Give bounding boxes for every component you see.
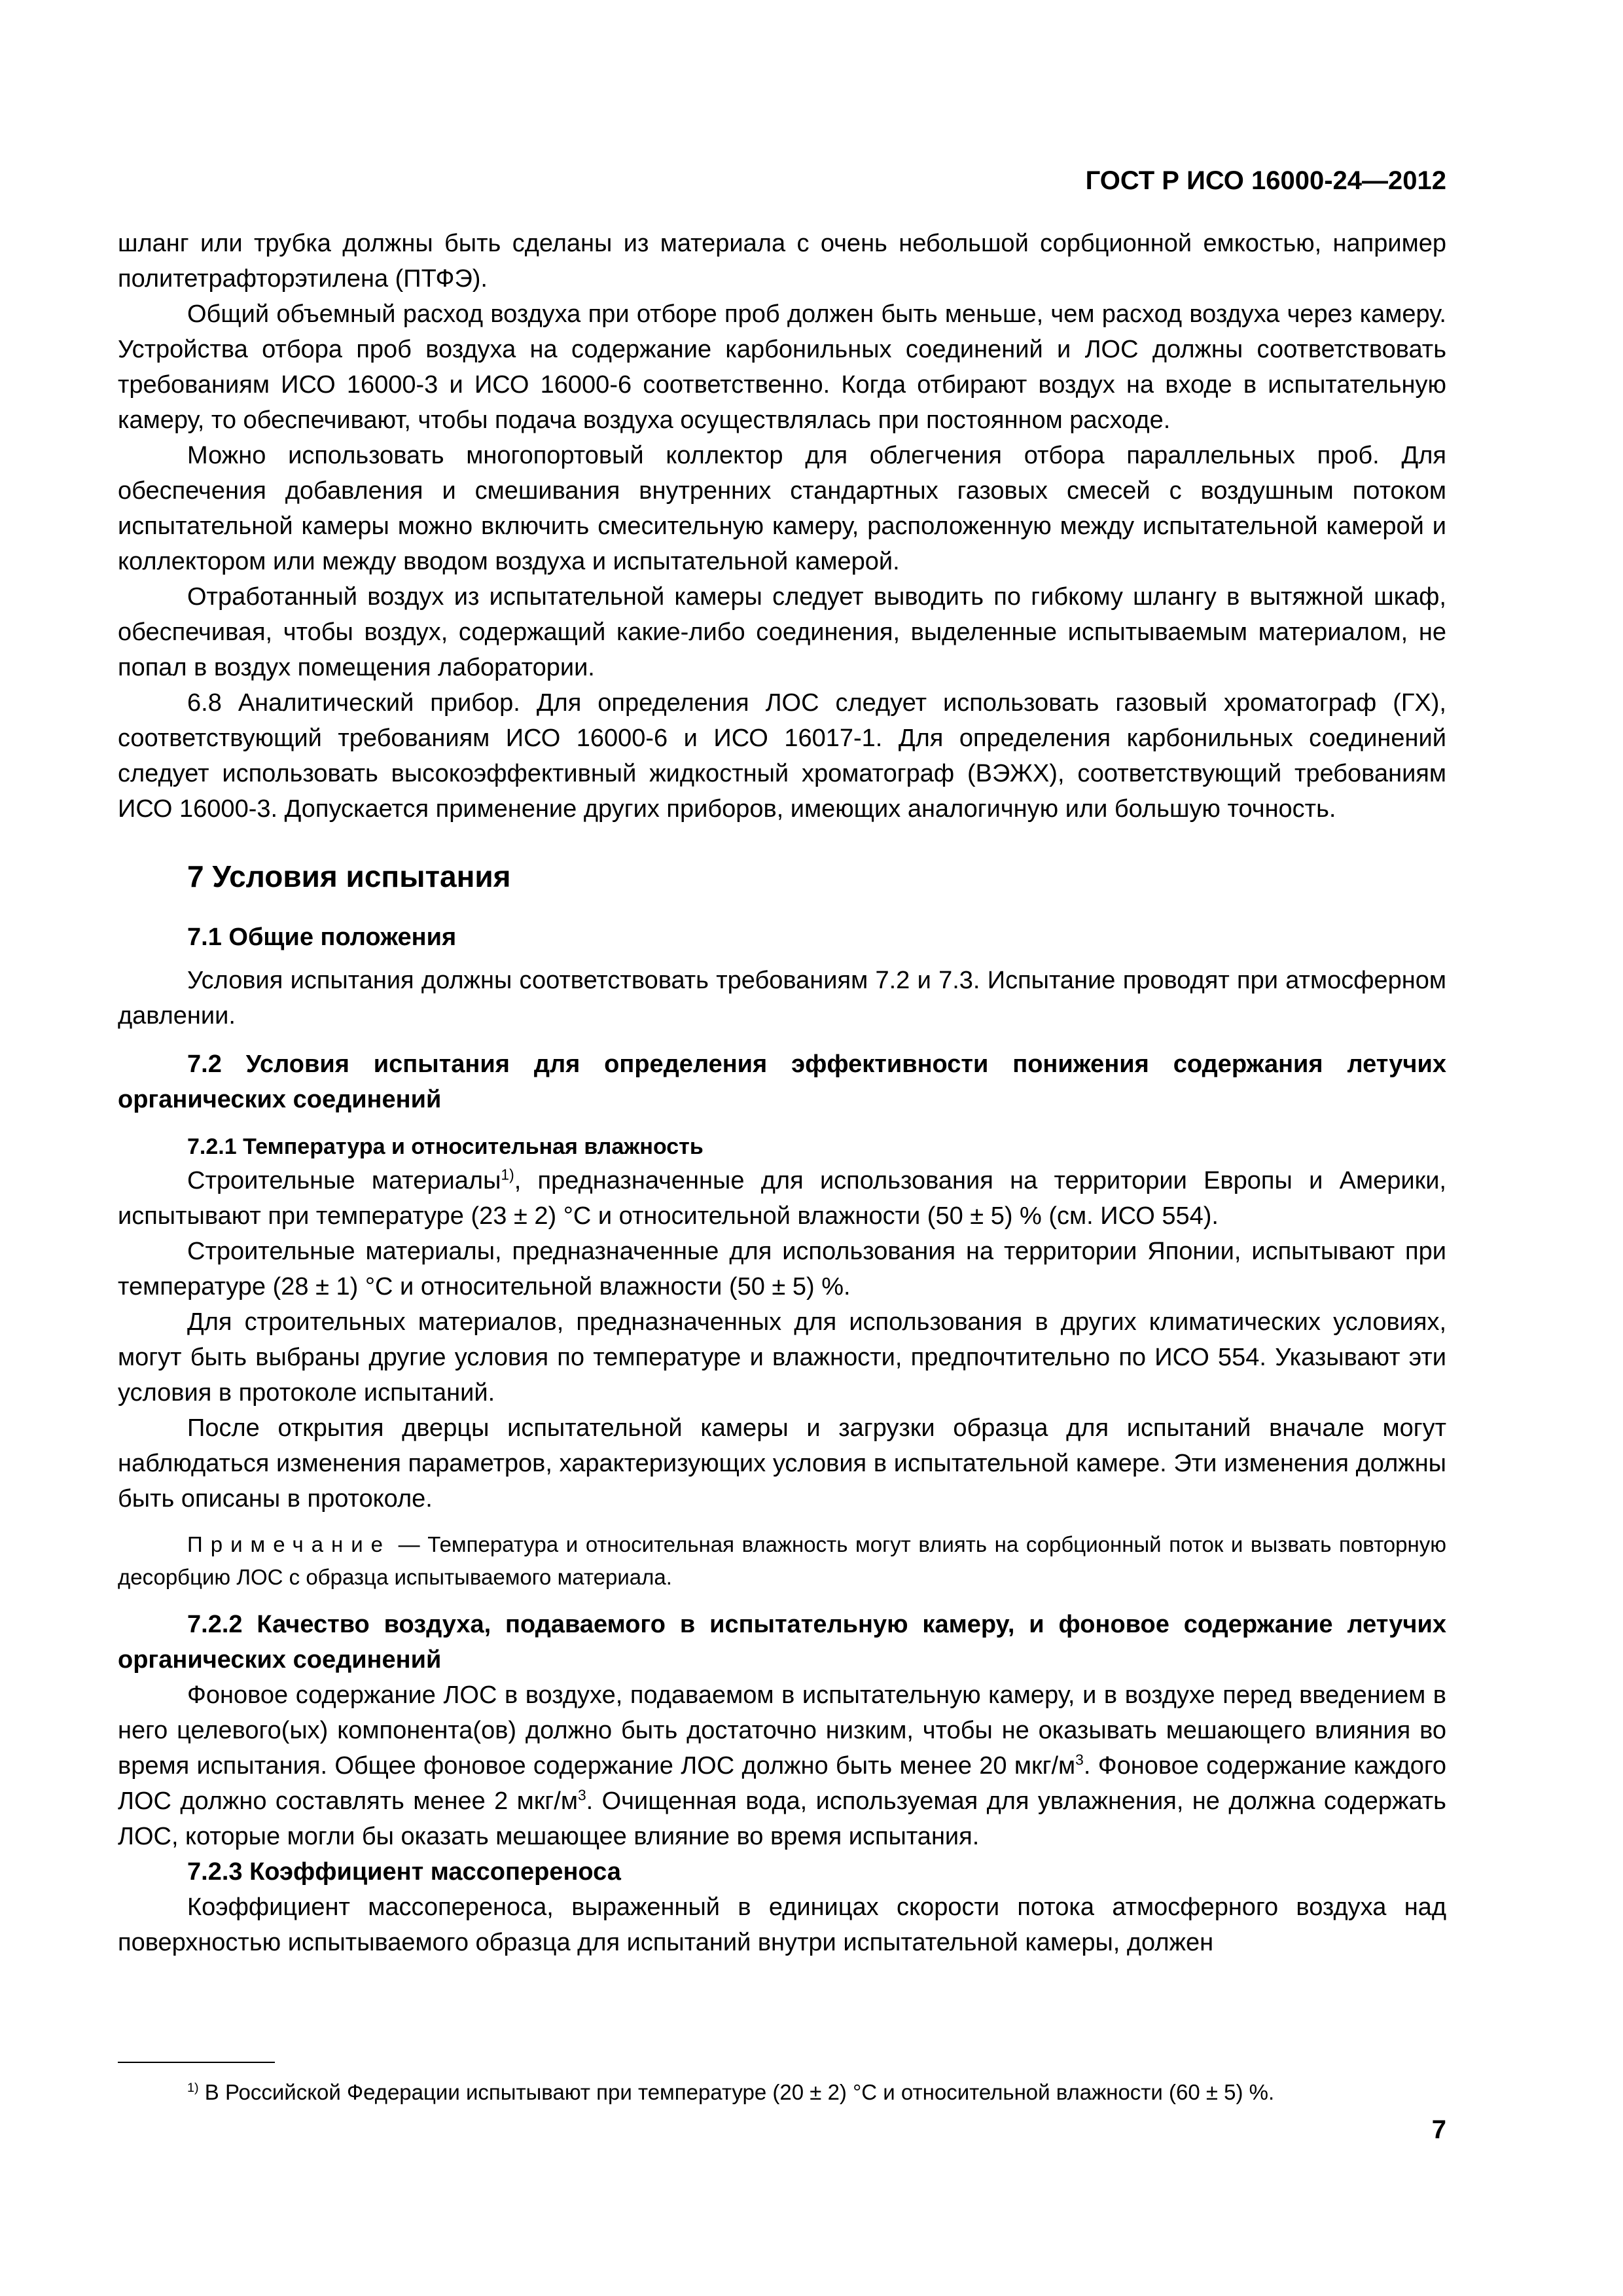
- footnote: [118, 2076, 1446, 2109]
- section-7-heading: 7 Условия испытания: [187, 859, 511, 893]
- page-number: 7: [1431, 2115, 1446, 2144]
- text-run: . Очищенная вода, используемая для увлажнения, не должна содержать ЛОС, которые могли бы оказать мешающее влияние во время испытания.: [118, 1787, 1446, 1850]
- paragraph: Строительные материалы, предназначенные для использования на территории Японии, испытывают при температуре (28 ± 1) °С и относительной влажности (50 ± 5) %.: [118, 1238, 1446, 1300]
- paragraph: Отработанный воздух из испытательной камеры следует выводить по гибкому шлангу в вытяжной шкаф, обеспечивая, чтобы воздух, содержащий какие-либо соединения, выделенные испытываемым материалом, не попал в воздух помещения лаборатории.: [118, 583, 1446, 681]
- superscript: 3: [577, 1786, 586, 1804]
- note-label: Примечание: [187, 1532, 391, 1556]
- footnote-marker: 1): [187, 2081, 199, 2095]
- section-7-2-3-heading: 7.2.3 Коэффициент массопереноса: [187, 1858, 621, 1886]
- paragraph: Коэффициент массопереноса, выраженный в единицах скорости потока атмосферного воздуха над поверхностью испытываемого образца для испытаний внутри испытательной камеры, должен: [118, 1893, 1446, 1956]
- paragraph: После открытия дверцы испытательной камеры и загрузки образца для испытаний вначале могут наблюдаться изменения параметров, характеризующих условия в испытательной камере. Эти изменения должны быть описаны в протоколе.: [118, 1414, 1446, 1513]
- document-body: [118, 226, 1446, 1960]
- section-7-1-heading: 7.1 Общие положения: [187, 924, 457, 951]
- paragraph: Общий объемный расход воздуха при отборе проб должен быть меньше, чем расход воздуха через камеру. Устройства отбора проб воздуха на содержание карбонильных соединений и ЛОС должны соответствовать требованиям ИСО 16000-3 и ИСО 16000-6 соответственно. Когда отбирают воздух на входе в испытательную камеру, то обеспечивают, чтобы подача воздуха осуществлялась при постоянном расходе.: [118, 300, 1446, 434]
- note-text: — Температура и относительная влажность могут влиять на сорбционный поток и вызвать повторную десорбцию ЛОС с образца испытываемого материала.: [118, 1532, 1446, 1589]
- text-run: Строительные материалы: [187, 1167, 501, 1194]
- paragraph: [118, 1163, 1446, 1234]
- note: [118, 1528, 1446, 1594]
- paragraph: Для строительных материалов, предназначенных для использования в других климатических условиях, могут быть выбраны другие условия по температуре и влажности, предпочтительно по ИСО 554. Указывают эти условия в протоколе испытаний.: [118, 1308, 1446, 1407]
- document-header: ГОСТ Р ИСО 16000-24—2012: [1085, 166, 1446, 195]
- superscript: 3: [1075, 1751, 1084, 1768]
- text-run: , предназначенные для использования на территории Европы и Америки, испытывают при температуре (23 ± 2) °С и относительной влажности (50 ± 5) % (см. ИСО 554).: [118, 1167, 1446, 1230]
- paragraph: [118, 1677, 1446, 1854]
- footnote-separator: [118, 2062, 275, 2063]
- paragraph: шланг или трубка должны быть сделаны из материала с очень небольшой сорбционной емкостью, например политетрафторэтилена (ПТФЭ).: [118, 230, 1446, 293]
- paragraph: Условия испытания должны соответствовать требованиям 7.2 и 7.3. Испытание проводят при атмосферном давлении.: [118, 967, 1446, 1030]
- footnote-reference: 1): [501, 1166, 514, 1183]
- paragraph-analytical-instrument: 6.8 Аналитический прибор. Для определения ЛОС следует использовать газовый хроматограф (ГХ), соответствующий требованиям ИСО 16000-6 и ИСО 16017-1. Для определения карбонильных соединений следует использовать высокоэффективный жидкостный хроматограф (ВЭЖХ), соответствующий требованиям ИСО 16000-3. Допускается применение других приборов, имеющих аналогичную или большую точность.: [118, 689, 1446, 823]
- section-7-2-heading: 7.2 Условия испытания для определения эффективности понижения содержания летучих органических соединений: [118, 1050, 1446, 1113]
- section-7-2-2-heading: 7.2.2 Качество воздуха, подаваемого в испытательную камеру, и фоновое содержание летучих органических соединений: [118, 1611, 1446, 1674]
- paragraph: Можно использовать многопортовый коллектор для облегчения отбора параллельных проб. Для обеспечения добавления и смешивания внутренних стандартных газовых смесей с воздушным потоком испытательной камеры можно включить смесительную камеру, расположенную между испытательной камерой и коллектором или между вводом воздуха и испытательной камерой.: [118, 442, 1446, 575]
- footnote-text: В Российской Федерации испытывают при температуре (20 ± 2) °С и относительной влажности (60 ± 5) %.: [198, 2080, 1275, 2104]
- text-run: Фоновое содержание ЛОС в воздухе, подаваемом в испытательную камеру, и в воздухе перед введением в него целевого(ых) компонента(ов) должно быть достаточно низким, чтобы не оказывать мешающего влияния во время испытания. Общее фоновое содержание ЛОС должно быть менее 20 мкг/м: [118, 1681, 1446, 1780]
- section-7-2-1-heading: 7.2.1 Температура и относительная влажность: [187, 1134, 704, 1159]
- text-run: . Фоновое содержание каждого ЛОС должно составлять менее 2 мкг/м: [118, 1752, 1446, 1815]
